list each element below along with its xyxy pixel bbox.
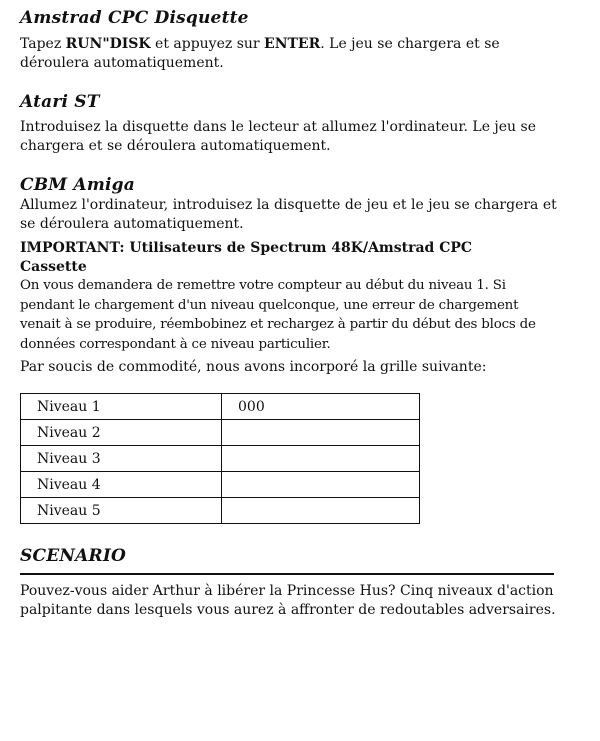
level-cell: Niveau 1: [21, 394, 222, 420]
counter-cell: [222, 472, 420, 498]
grid-intro: Par soucis de commodité, nous avons incorporé la grille suivante:: [20, 359, 487, 375]
paragraph-scenario: Pouvez-vous aider Arthur à libérer la Princesse Hus? Cinq niveaux d'action palpitante dans lesquels vous aurez à affronter de redoutables adversaires.: [20, 583, 556, 618]
heading-amstrad-cpc-disquette: Amstrad CPC Disquette: [20, 8, 249, 28]
level-cell: Niveau 5: [21, 498, 222, 524]
counter-cell: [222, 498, 420, 524]
table-row: [21, 498, 420, 524]
table-row: [21, 472, 420, 498]
paragraph-atari: Introduisez la disquette dans le lecteur at allumez l'ordinateur. Le jeu se chargera et se déroulera automatiquement.: [20, 119, 536, 154]
paragraph-amstrad: [20, 35, 560, 73]
amstrad-key: ENTER: [264, 36, 321, 52]
amstrad-text-post: . Le jeu se chargera et se déroulera automatiquement.: [20, 36, 500, 71]
heading-scenario: SCENARIO: [20, 546, 126, 566]
level-cell: Niveau 3: [21, 446, 222, 472]
level-cell: Niveau 2: [21, 420, 222, 446]
heading-atari-st: Atari ST: [20, 92, 100, 112]
table-row: [21, 394, 420, 420]
amstrad-command: RUN"DISK: [65, 36, 151, 52]
heading-cbm-amiga: CBM Amiga: [20, 175, 135, 195]
table-row: [21, 446, 420, 472]
amstrad-text-mid: et appuyez sur: [150, 36, 265, 52]
paragraph-important: On vous demandera de remettre votre compteur au début du niveau 1. Si pendant le chargement d'un niveau quelconque, une erreur de chargement venait à se produire, réembobinez et rechargez à partir du début des blocs de données correspondant à ce niveau particulier.: [20, 278, 536, 352]
paragraph-amiga: Allumez l'ordinateur, introduisez la disquette de jeu et le jeu se chargera et se déroulera automatiquement.: [20, 197, 557, 232]
section-divider: [20, 573, 554, 575]
table-row: [21, 420, 420, 446]
counter-cell: 000: [222, 394, 420, 420]
counter-cell: [222, 420, 420, 446]
level-cell: Niveau 4: [21, 472, 222, 498]
amstrad-text-pre: Tapez: [20, 36, 66, 52]
important-heading: IMPORTANT: Utilisateurs de Spectrum 48K/Amstrad CPC Cassette: [20, 240, 473, 275]
counter-table: [20, 393, 420, 524]
counter-cell: [222, 446, 420, 472]
